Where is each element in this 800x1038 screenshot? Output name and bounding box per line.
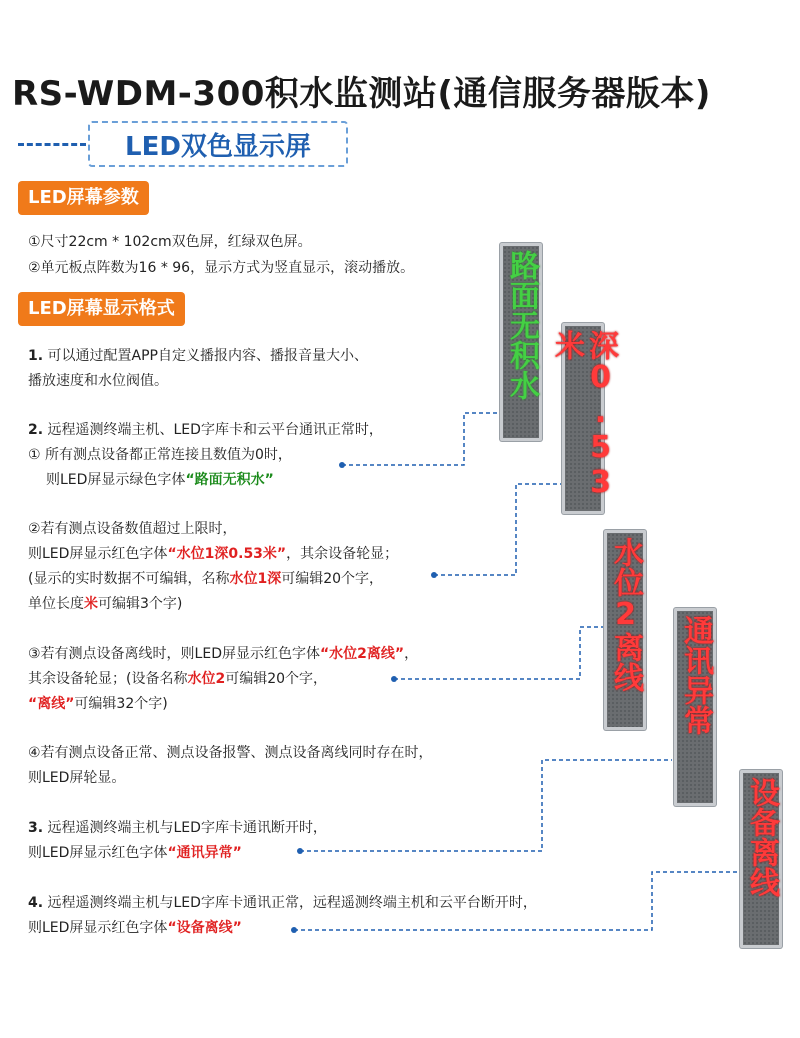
connector-2 [434,484,562,575]
item2b-line1: ②若有测点设备数值超过上限时， [28,521,237,537]
connector-dot-2 [431,572,437,578]
format-tag: LED屏幕显示格式 [18,292,185,326]
item1-line2: 播放速度和水位阀值。 [28,373,168,389]
item2-line2: ① 所有测点设备都正常连接且数值为0时， [28,447,292,463]
connector-dot-4 [297,848,303,854]
led-panel-1 [500,243,542,441]
section-title: LED双色显示屏 [88,121,348,167]
connector-5 [294,872,740,930]
connector-dot-3 [391,676,397,682]
param-line-2: ②单元板点阵数为16 * 96，显示方式为竖直显示，滚动播放。 [28,260,415,276]
led-panel-5-text: 设备离线 [744,777,779,897]
item2-line3: 则LED屏显示绿色字体“路面无积水” [46,472,274,488]
item2b-line4: 单位长度米可编辑3个字) [28,596,183,612]
page-title: RS-WDM-300积水监测站(通信服务器版本) [12,74,711,114]
led-panel-2-text: 深0.53米 [549,330,618,500]
item1-line1: 1. 可以通过配置APP自定义播报内容、播报音量大小、 [28,348,368,364]
led-panel-3-text: 水位2离线 [608,537,643,692]
item3-line2: 则LED屏显示红色字体“通讯异常” [28,845,242,861]
item3-line1: 3. 远程遥测终端主机与LED字库卡通讯断开时， [28,820,327,836]
led-panel-4-text: 通讯异常 [678,615,713,735]
item2b-line2: 则LED屏显示红色字体“水位1深0.53米”，其余设备轮显； [28,546,399,562]
connector-1 [342,413,498,465]
item2d-line1: ④若有测点设备正常、测点设备报警、测点设备离线同时存在时， [28,745,433,761]
connector-dot-1 [339,462,345,468]
led-panel-5 [740,770,782,948]
connector-4 [300,760,672,851]
item2b-line3: (显示的实时数据不可编辑，名称水位1深可编辑20个字， [28,571,384,587]
item2c-line1: ③若有测点设备离线时，则LED屏显示红色字体“水位2离线”， [28,646,419,662]
led-panel-2 [549,323,618,514]
led-panel-1-text: 路面无积水 [504,250,539,400]
item2d-line2: 则LED屏轮显。 [28,770,126,786]
item2c-line3: “离线”可编辑32个字) [28,696,168,712]
item2c-line2: 其余设备轮显；(设备名称水位2可编辑20个字， [28,671,328,687]
param-line-1: ①尺寸22cm * 102cm双色屏，红绿双色屏。 [28,234,312,250]
connector-dot-5 [291,927,297,933]
led-panel-4 [674,608,716,806]
item2-line1: 2. 远程遥测终端主机、LED字库卡和云平台通讯正常时， [28,422,383,438]
item4-line2: 则LED屏显示红色字体“设备离线” [28,920,242,936]
connector-3 [394,627,604,679]
led-panel-3 [604,530,646,730]
item4-line1: 4. 远程遥测终端主机与LED字库卡通讯正常，远程遥测终端主机和云平台断开时， [28,895,537,911]
params-tag: LED屏幕参数 [18,181,149,215]
